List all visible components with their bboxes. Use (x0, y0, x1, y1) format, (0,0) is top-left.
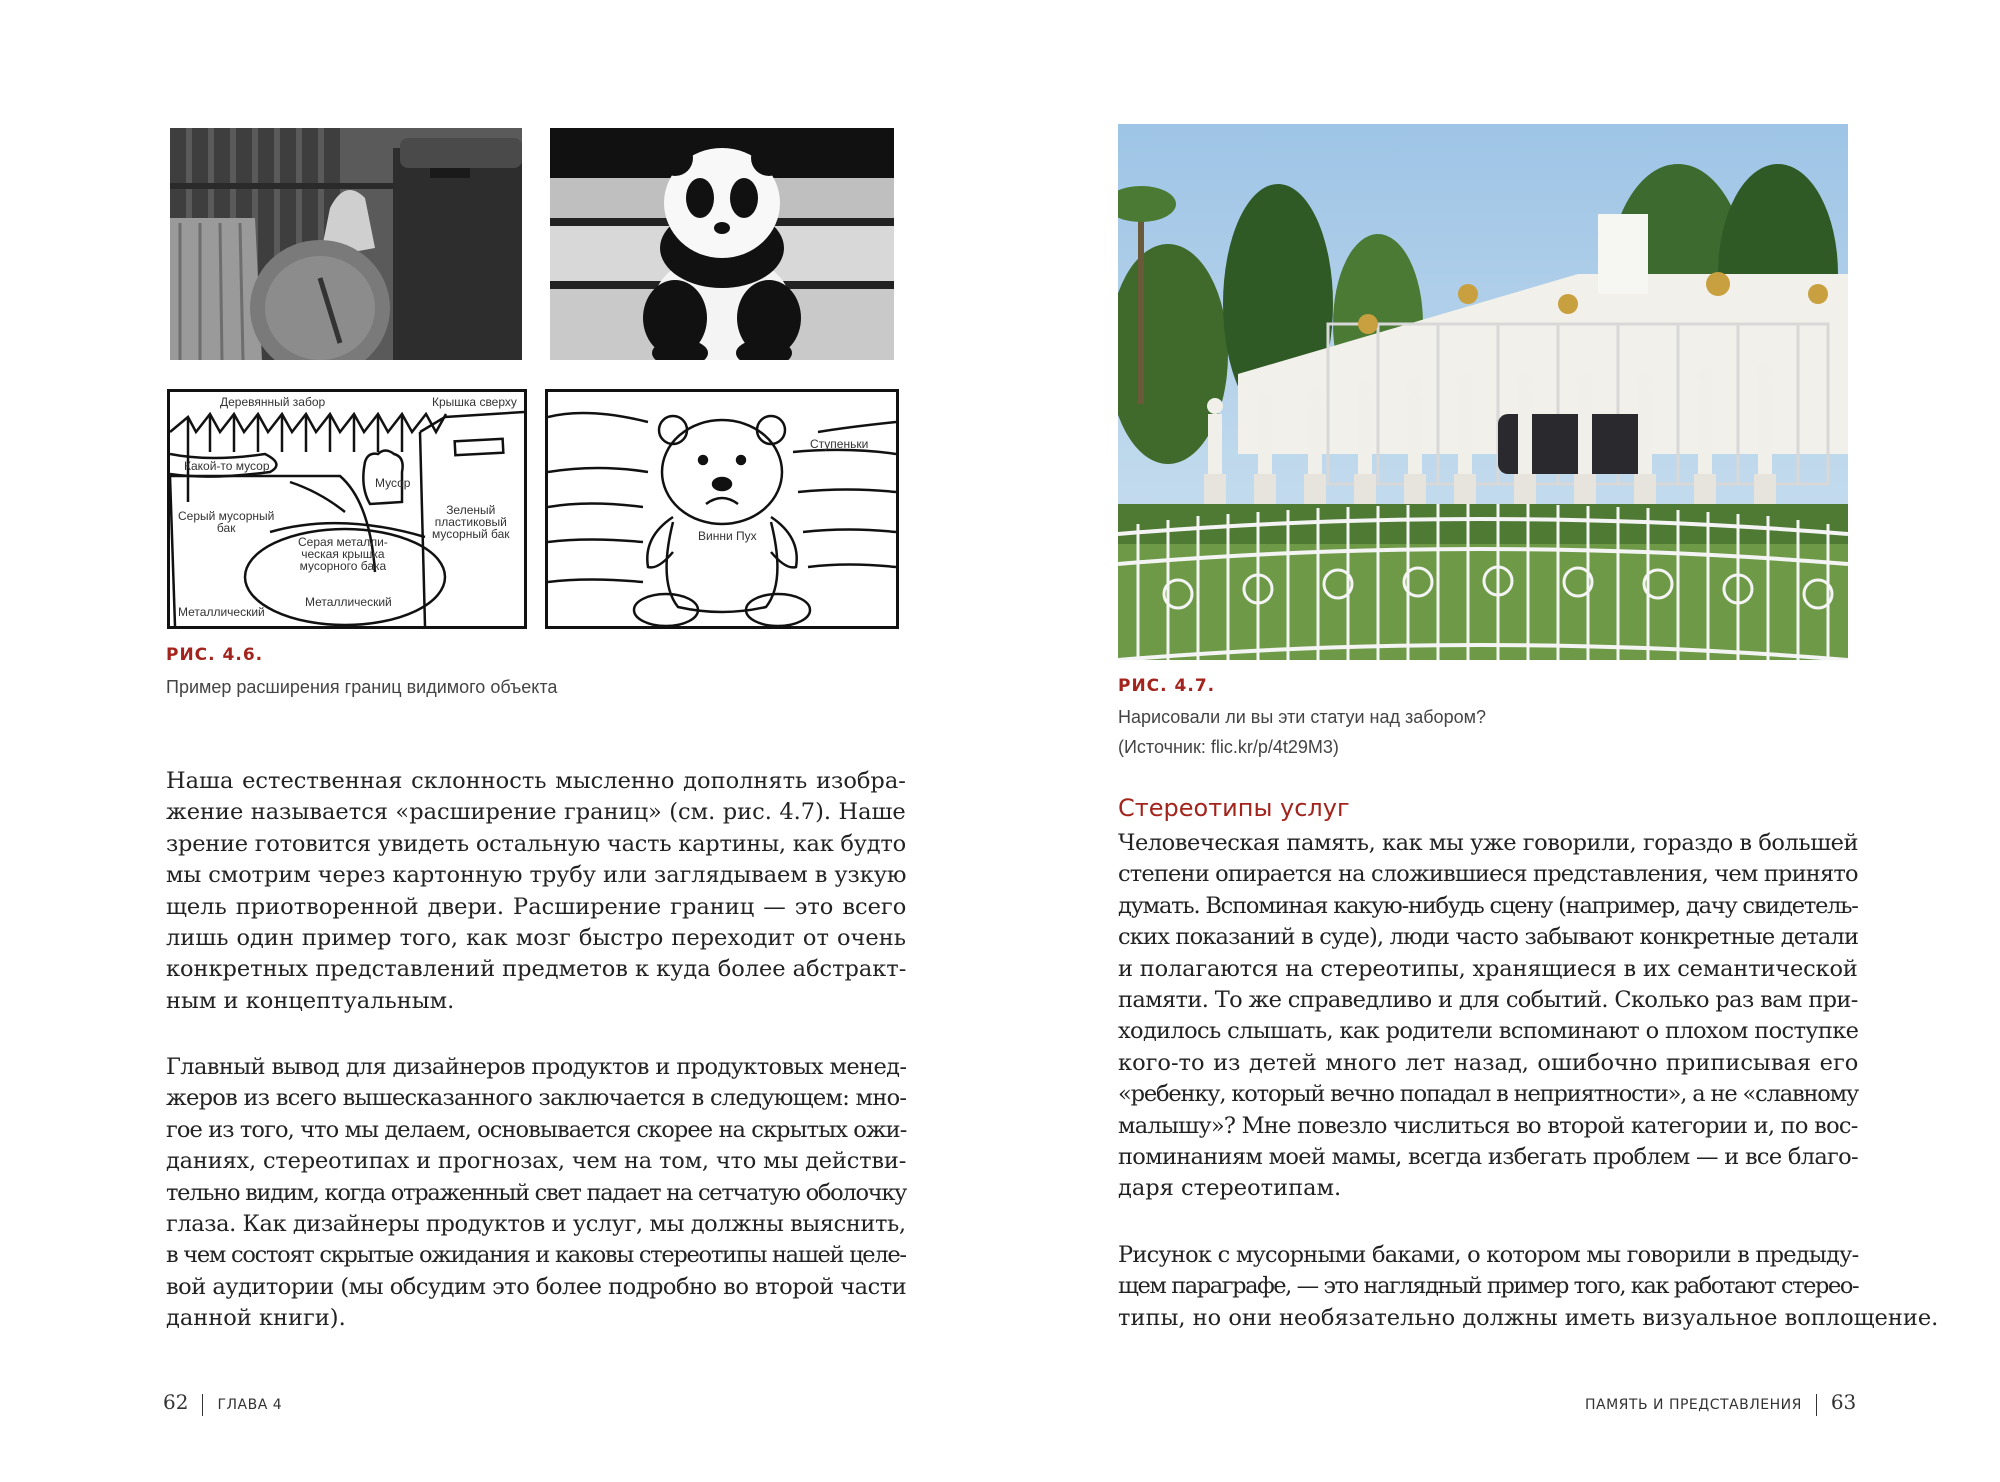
right-page-footer (1585, 1390, 1856, 1416)
figure-caption-4-6: Пример расширения границ видимого объекта (166, 677, 558, 697)
label-metallic-center: Металлический (305, 595, 392, 609)
label-lid-top: Крышка сверху (432, 395, 517, 409)
footer-divider (1816, 1394, 1817, 1416)
statues-fence-photo (1118, 124, 1848, 660)
label-metal-lid: Серая металли- ческая крышка мусорного бака (298, 535, 388, 573)
page-number-left: 62 (163, 1390, 189, 1414)
label-green-can: Зеленый пластиковый мусорный бак (432, 503, 510, 541)
right-paragraph-1: Человеческая память, как мы уже говорили, гораздо в большей степени опирается на сложившиеся представления, чем принято думать. Вспоминая какую-нибудь сцену (например, дачу свидетель- ских показаний в суде), люди часто забывают конкретные детали и полагаются на стереотипы, хранящиеся в их семантической памяти. То же справедливо и для событий. Сколько раз вам при- ходилось слышать, как родители вспоминают о плохом поступке кого-то из детей много лет назад, ошибочно приписывая его «ребенку, который вечно попадал в неприятности», а не «славному малышу»? Мне повезло числиться во второй категории и, по вос- поминаниям моей мамы, всегда избегать проблем — и все благо- даря стереотипам. (1118, 830, 1859, 1202)
label-wooden-fence: Деревянный забор (220, 395, 326, 409)
section-heading: Стереотипы услуг (1118, 794, 1350, 822)
label-gray-can: Серый мусорный бак (178, 509, 275, 535)
label-pooh: Винни Пух (698, 529, 757, 543)
figure-caption-4-7: Нарисовали ли вы эти статуи над забором? (1118, 707, 1486, 727)
label-metallic-left: Металлический (178, 605, 265, 619)
section-label: ПАМЯТЬ И ПРЕДСТАВЛЕНИЯ (1585, 1397, 1802, 1413)
figure-source-4-7: (Источник: flic.kr/p/4t29M3) (1118, 737, 1339, 757)
right-paragraph-2: Рисунок с мусорными баками, о котором мы говорили в предыду- щем параграфе, — это наглядный пример того, как работают стерео- типы, но они необязательно должны иметь визуальное воплощение. (1118, 1242, 1939, 1331)
figure-number-4-7: РИС. 4.7. (1118, 676, 1216, 696)
label-some-trash: Какой-то мусор (184, 459, 270, 473)
pooh-sketch (545, 389, 899, 629)
left-page-footer (163, 1390, 282, 1416)
left-paragraph-1: Наша естественная склонность мысленно дополнять изобра- жение называется «расширение границ» (см. рис. 4.7). Наше зрение готовится увидеть остальную часть картины, как будто мы смотрим через картонную трубу или заглядываем в узкую щель приотворенной двери. Расширение границ — это всего лишь один пример того, как мозг быстро переходит от очень конкретных представлений предметов к куда более абстракт- ным и концептуальным. (166, 768, 907, 1014)
left-paragraph-2: Главный вывод для дизайнеров продуктов и продуктовых менед- жеров из всего вышесказанного заключается в следующем: мно- гое из того, что мы делаем, основывается скорее на скрытых ожи- даниях, стереотипах и прогнозах, чем на том, что мы действи- тельно видим, когда отраженный свет падает на сетчатую оболочку глаза. Как дизайнеры продуктов и услуг, мы должны выяснить, в чем состоят скрытые ожидания и каковы стереотипы нашей целе- вой аудитории (мы обсудим это более подробно во второй части данной книги). (166, 1054, 907, 1332)
label-steps: Ступеньки (810, 437, 869, 451)
page-number-right: 63 (1830, 1390, 1857, 1414)
trash-cans-photo (170, 128, 522, 360)
label-trash: Мусор (375, 476, 411, 490)
figure-number-4-6: РИС. 4.6. (166, 645, 264, 665)
panda-plush-photo (550, 128, 894, 360)
trash-cans-sketch (167, 389, 527, 629)
footer-divider (202, 1394, 203, 1416)
chapter-label: ГЛАВА 4 (217, 1397, 283, 1413)
